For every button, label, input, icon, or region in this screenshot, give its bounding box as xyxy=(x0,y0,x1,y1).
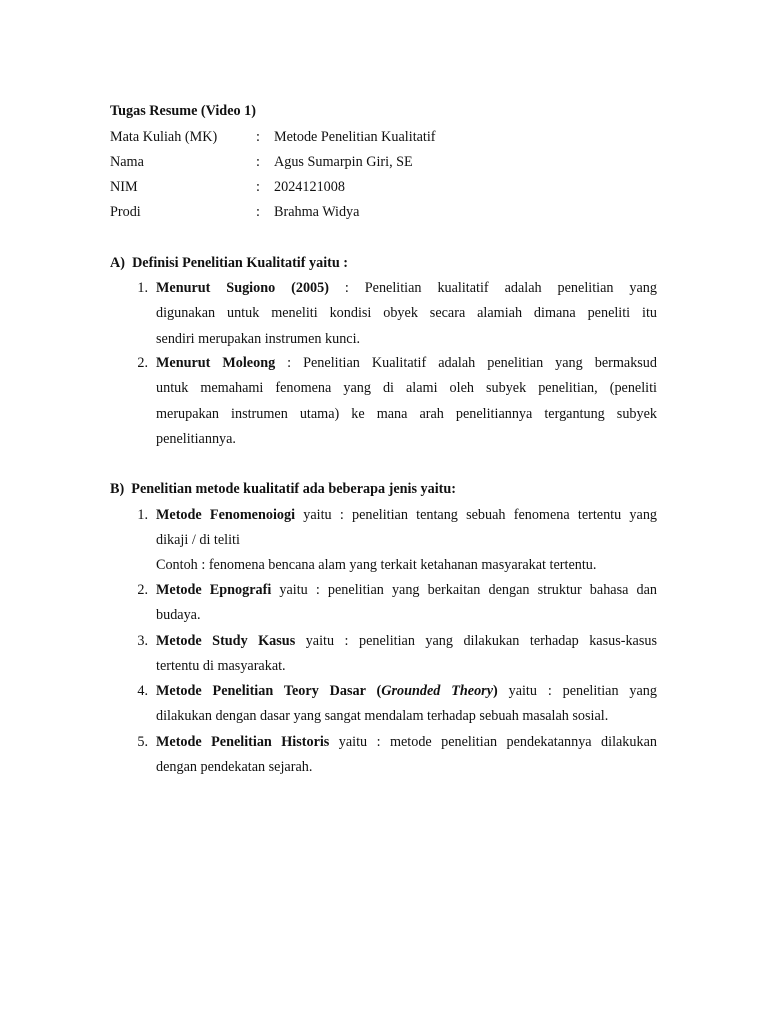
section-a-heading: A) Definisi Penelitian Kualitatif yaitu : xyxy=(110,255,349,271)
section-a-item-2-line-3: merupakan instrumen utama) ke mana arah penelitiannya tergantung subyek xyxy=(156,406,657,422)
field-label-mk: Mata Kuliah (MK) xyxy=(110,129,218,145)
field-sep-prodi: : xyxy=(256,204,260,220)
section-a-item-2-term: Menurut Moleong xyxy=(156,355,276,371)
section-b-item-2-text: yaitu : penelitian yang berkaitan dengan struktur bahasa dan xyxy=(271,582,657,598)
field-sep-nim: : xyxy=(256,179,260,195)
section-b-item-1-number: 1. xyxy=(137,507,148,523)
section-b-item-1-line-3: Contoh : fenomena bencana alam yang terkait ketahanan masyarakat tertentu. xyxy=(156,557,597,573)
section-b-heading: B) Penelitian metode kualitatif ada beberapa jenis yaitu: xyxy=(110,481,457,497)
section-b-item-2-term: Metode Epnografi xyxy=(156,582,272,598)
field-value-mk: Metode Penelitian Kualitatif xyxy=(274,129,436,145)
section-a-item-1-number: 1. xyxy=(137,280,148,296)
section-b-item-4-line-1 xyxy=(156,682,657,700)
section-b-item-3-number: 3. xyxy=(137,633,148,649)
section-b-item-1-line-2: dikaji / di teliti xyxy=(156,532,240,548)
section-b-item-4-term: Metode Penelitian Teory Dasar ( xyxy=(156,683,382,699)
field-sep-nama: : xyxy=(256,154,260,170)
section-b-item-4-term-close: ) xyxy=(493,683,498,699)
field-label-prodi: Prodi xyxy=(110,204,141,220)
section-a-item-2-number: 2. xyxy=(137,355,148,371)
section-a-item-1-line-1 xyxy=(156,279,657,297)
section-b-item-2-line-1 xyxy=(156,581,657,599)
section-a-item-2-line-4: penelitiannya. xyxy=(156,431,236,447)
section-b-item-5-line-2: dengan pendekatan sejarah. xyxy=(156,759,313,775)
field-value-prodi: Brahma Widya xyxy=(274,204,360,220)
section-b-item-3-line-1 xyxy=(156,632,657,650)
field-label-nama: Nama xyxy=(110,154,144,170)
section-a-item-1-term: Menurut Sugiono (2005) xyxy=(156,280,329,296)
field-value-nama: Agus Sumarpin Giri, SE xyxy=(274,154,413,170)
section-b-item-4-number: 4. xyxy=(137,683,148,699)
section-b-item-3-line-2: tertentu di masyarakat. xyxy=(156,658,286,674)
section-b-item-5-text: yaitu : metode penelitian pendekatannya dilakukan xyxy=(329,734,657,750)
section-b-item-4-line-2: dilakukan dengan dasar yang sangat mendalam terhadap sebuah masalah sosial. xyxy=(156,708,609,724)
section-a-item-2-line-1 xyxy=(156,354,657,372)
section-a-item-1-text: : Penelitian kualitatif adalah penelitian yang xyxy=(328,280,657,296)
section-b-item-3-term: Metode Study Kasus xyxy=(156,633,296,649)
section-b-item-2-line-2: budaya. xyxy=(156,607,201,623)
field-label-nim: NIM xyxy=(110,179,138,195)
section-b-item-1-text: yaitu : penelitian tentang sebuah fenomena tertentu yang xyxy=(295,507,658,523)
section-b-item-5-line-1 xyxy=(156,733,657,751)
section-b-item-5-number: 5. xyxy=(137,734,148,750)
section-a-item-2-text: : Penelitian Kualitatif adalah penelitian yang bermaksud xyxy=(275,355,657,371)
section-b-item-4-term-italic: Grounded Theory xyxy=(381,683,493,699)
section-b-item-3-text: yaitu : penelitian yang dilakukan terhadap kasus-kasus xyxy=(295,633,657,649)
section-b-item-1-term: Metode Fenomenoiogi xyxy=(156,507,296,523)
field-value-nim: 2024121008 xyxy=(274,179,345,195)
section-a-item-1-line-2: digunakan untuk meneliti kondisi obyek secara alamiah dimana peneliti itu xyxy=(156,305,657,321)
section-b-item-2-number: 2. xyxy=(137,582,148,598)
section-b-item-4-text: yaitu : penelitian yang xyxy=(497,683,657,699)
section-a-item-2-line-2: untuk memahami fenomena yang di alami oleh subyek penelitian, (peneliti xyxy=(156,380,657,396)
section-b-item-1-line-1 xyxy=(156,506,657,524)
section-b-item-5-term: Metode Penelitian Historis xyxy=(156,734,330,750)
field-sep-mk: : xyxy=(256,129,260,145)
section-a-item-1-line-3: sendiri merupakan instrumen kunci. xyxy=(156,331,361,347)
document-title: Tugas Resume (Video 1) xyxy=(110,103,256,119)
